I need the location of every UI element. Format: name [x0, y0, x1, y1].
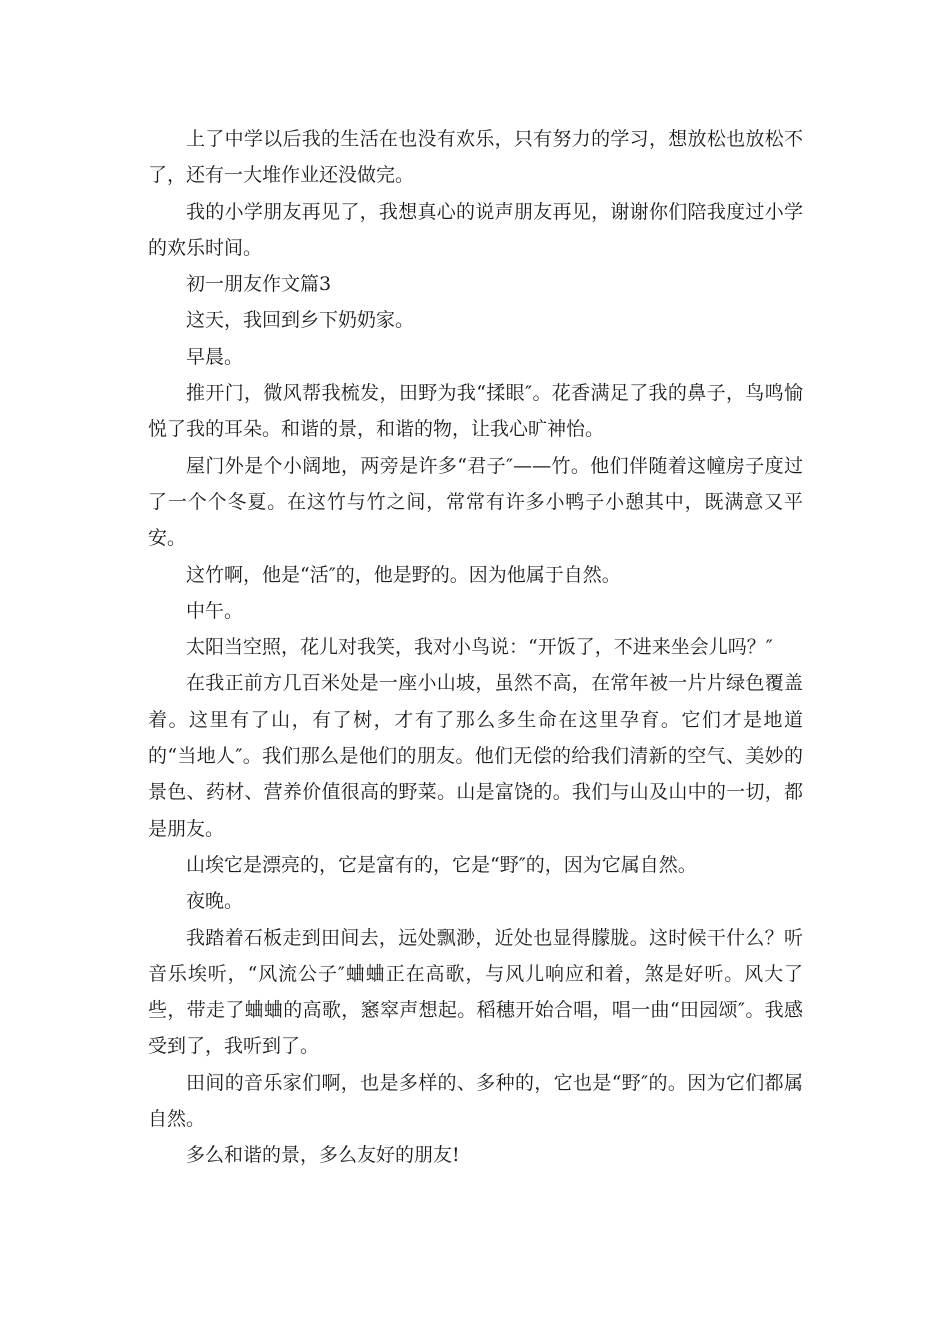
- paragraph: 我踏着石板走到田间去，远处飘渺，近处也显得朦胧。这时候干什么？听音乐埃听，“风流公子″蛐蛐正在高歌，与风儿响应和着，煞是好听。风大了些，带走了蛐蛐的高歌，窸窣声想起。稻穗开始合唱，唱一曲“田园颂″。我感受到了，我听到了。: [148, 926, 803, 1058]
- paragraph: 这天，我回到乡下奶奶家。: [186, 309, 415, 332]
- paragraph: 推开门，微风帮我梳发，田野为我“揉眼″。花香满足了我的鼻子，鸟鸣愉悦了我的耳朵。和谐的景，和谐的物，让我心旷神怡。: [148, 382, 803, 441]
- paragraph: 中午。: [186, 599, 244, 622]
- paragraph: 上了中学以后我的生活在也没有欢乐，只有努力的学习，想放松也放松不了，还有一大堆作业还没做完。: [148, 128, 803, 187]
- paragraph: 夜晚。: [186, 890, 244, 913]
- paragraph: 早晨。: [186, 345, 244, 368]
- paragraph: 多么和谐的景，多么友好的朋友!: [186, 1144, 460, 1167]
- paragraph: 我的小学朋友再见了，我想真心的说声朋友再见，谢谢你们陪我度过小学的欢乐时间。: [148, 200, 803, 259]
- section-heading: 初一朋友作文篇3: [186, 273, 332, 296]
- paragraph: 在我正前方几百米处是一座小山坡，虽然不高，在常年被一片片绿色覆盖着。这里有了山，有了树，才有了那么多生命在这里孕育。它们才是地道的“当地人″。我们那么是他们的朋友。他们无偿的给我们清新的空气、美妙的景色、药材、营养价值很高的野菜。山是富饶的。我们与山及山中的一切，都是朋友。: [148, 672, 803, 840]
- paragraph: 屋门外是个小阔地，两旁是许多“君子″——竹。他们伴随着这幢房子度过了一个个冬夏。在这竹与竹之间，常常有许多小鸭子小憩其中，既满意又平安。: [148, 454, 803, 550]
- paragraph: 田间的音乐家们啊，也是多样的、多种的，它也是“野″的。因为它们都属自然。: [148, 1071, 803, 1131]
- paragraph: 山埃它是漂亮的，它是富有的，它是“野″的，因为它属自然。: [186, 853, 697, 876]
- document-body: [148, 121, 803, 1174]
- paragraph: 太阳当空照，花儿对我笑，我对小鸟说：“开饭了，不进来坐会儿吗？″: [186, 636, 773, 659]
- paragraph: 这竹啊，他是“活″的，他是野的。因为他属于自然。: [186, 563, 621, 586]
